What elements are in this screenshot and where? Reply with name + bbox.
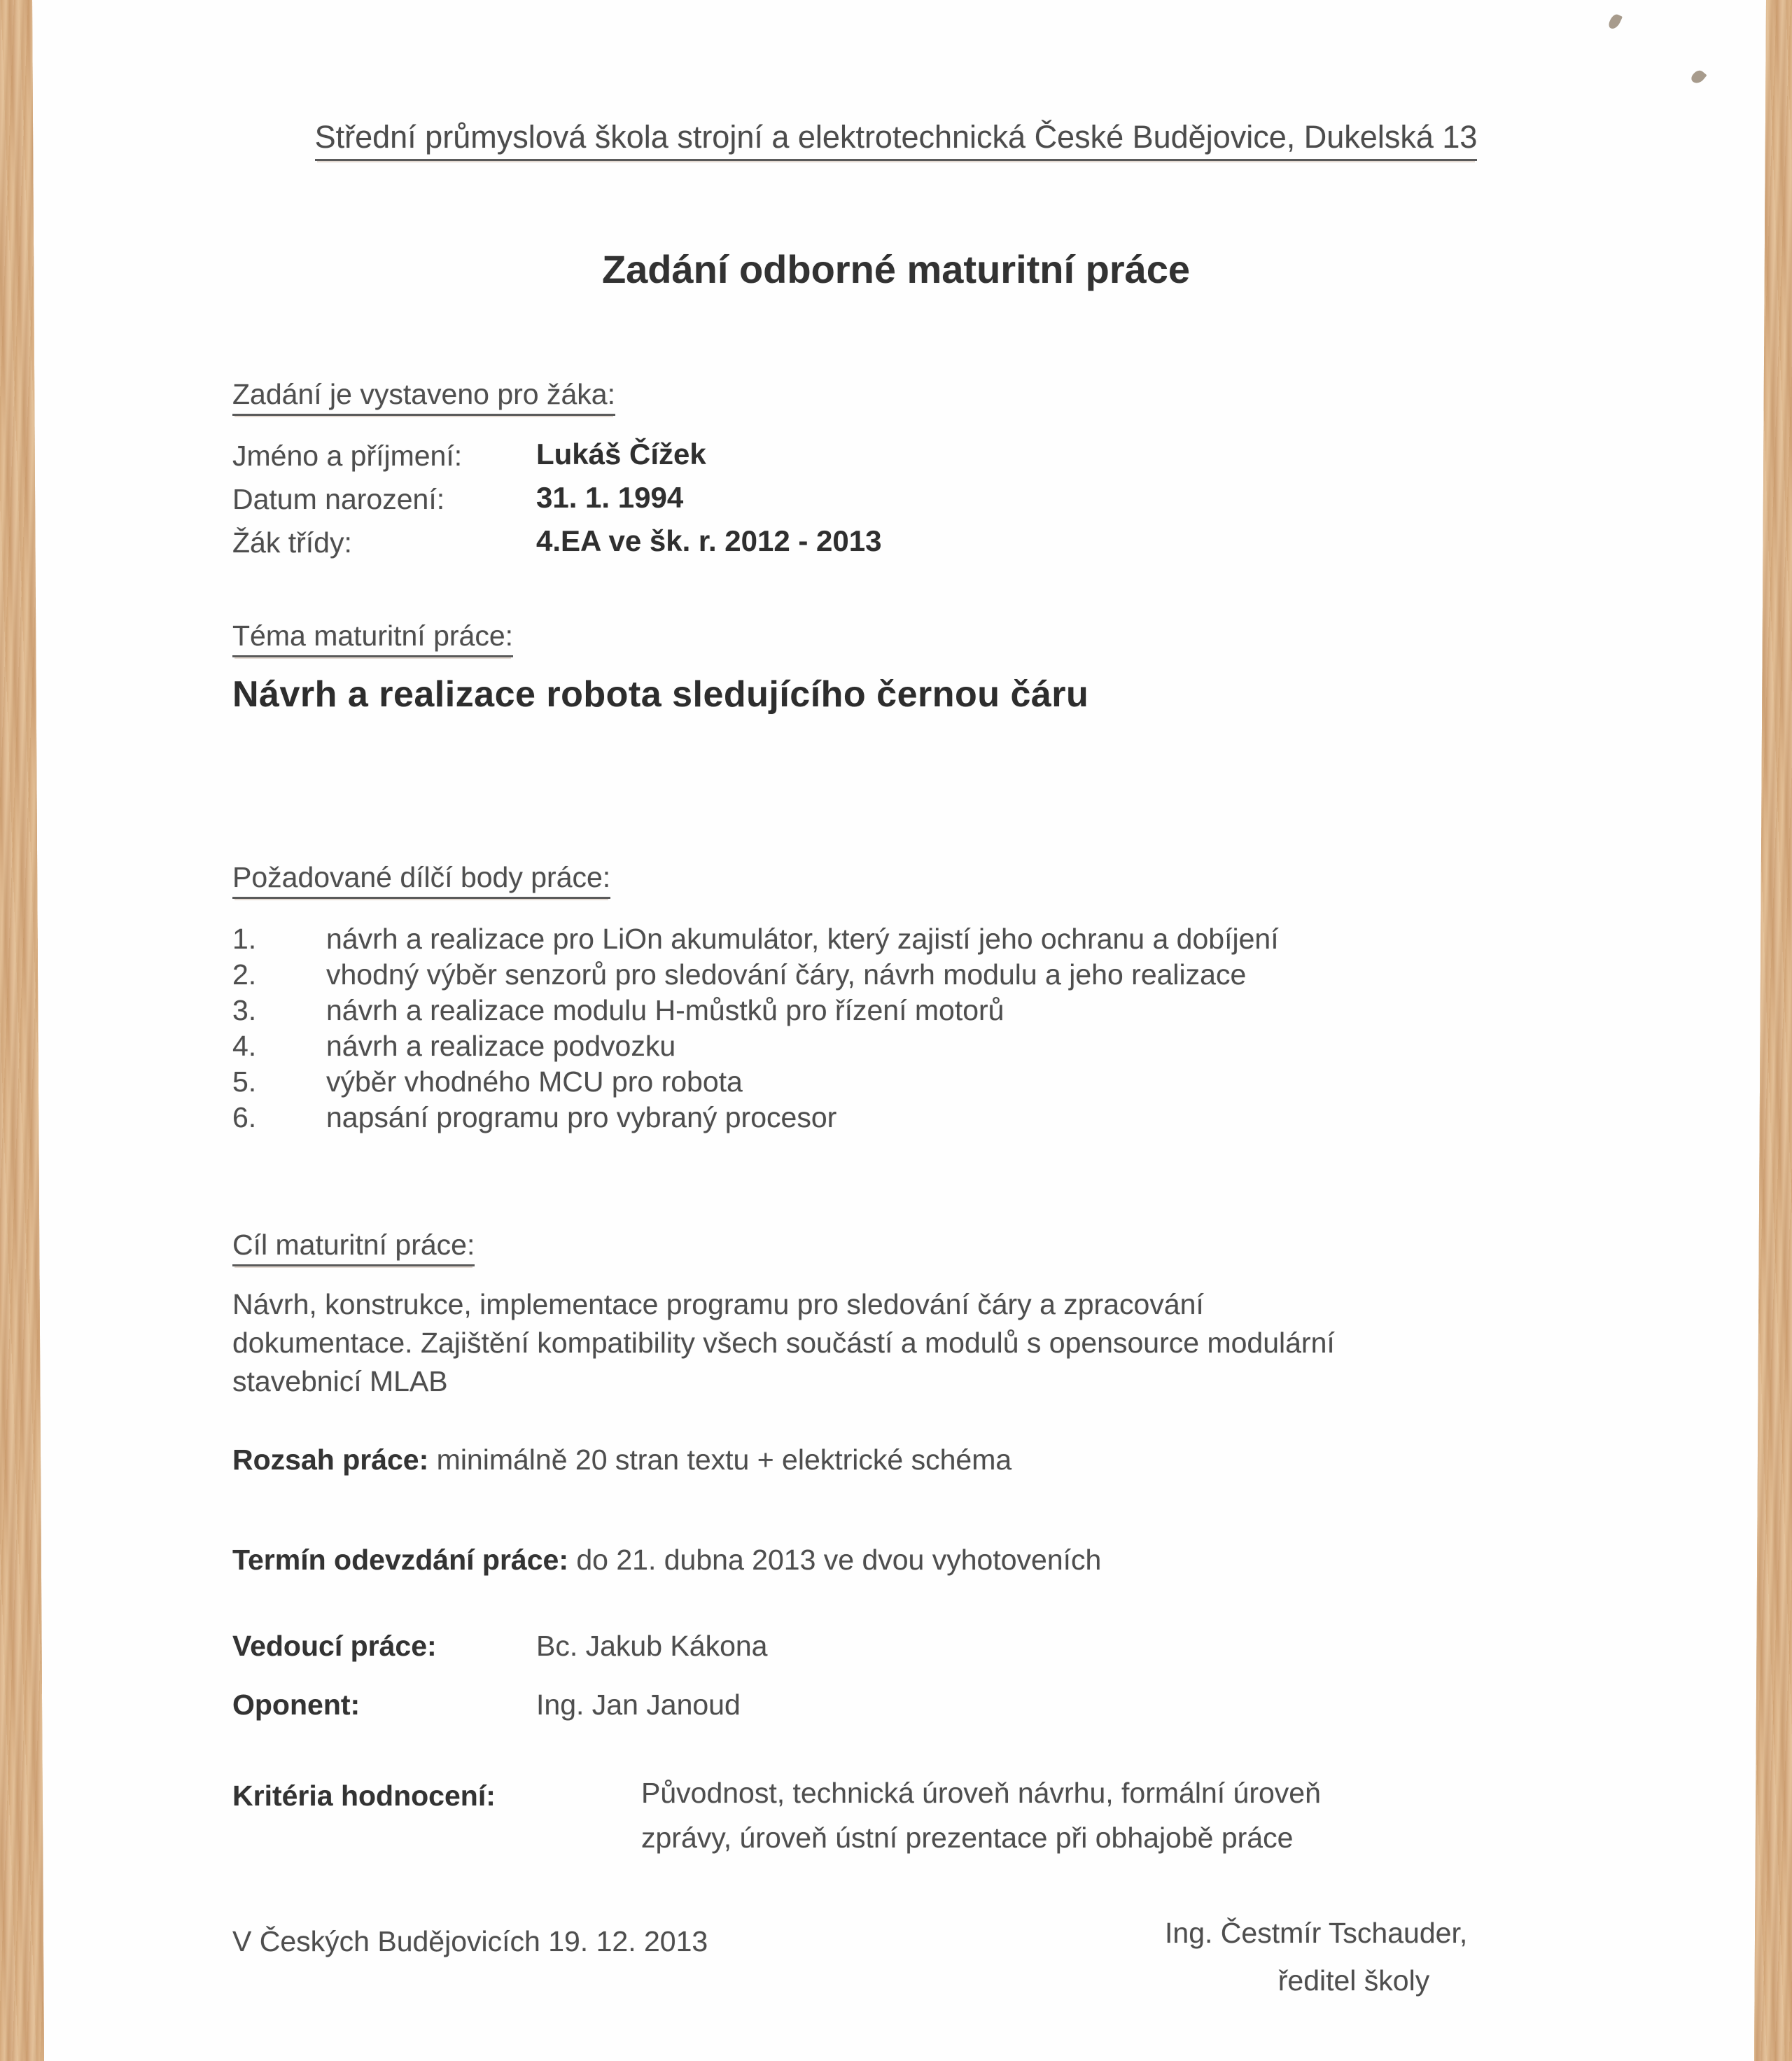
list-item-text: návrh a realizace podvozku — [326, 1030, 676, 1062]
footer-place-date: V Českých Budějovicích 19. 12. 2013 — [232, 1925, 708, 1957]
list-item-text: výběr vhodného MCU pro robota — [326, 1066, 743, 1098]
list-item-text: návrh a realizace modulu H-můstků pro řízení motorů — [326, 994, 1004, 1026]
document-title: Zadání odborné maturitní práce — [601, 247, 1191, 291]
list-item-number: 1. — [232, 923, 257, 955]
list-item-number: 4. — [232, 1030, 257, 1062]
list-item-number: 2. — [232, 958, 257, 991]
field-value-name: Lukáš Čížek — [536, 438, 706, 470]
goal-section-heading: Cíl maturitní práce: — [232, 1229, 475, 1262]
field-value-birthdate: 31. 1. 1994 — [536, 481, 684, 514]
deadline-row — [232, 1544, 1101, 1577]
signature-name: Ing. Čestmír Tschauder, — [1165, 1917, 1468, 1949]
topic-section-heading: Téma maturitní práce: — [232, 620, 513, 652]
deadline-value: do 21. dubna 2013 ve dvou vyhotoveních — [576, 1544, 1102, 1576]
list-item-number: 3. — [232, 994, 257, 1026]
supervisor-value: Bc. Jakub Kákona — [536, 1630, 768, 1662]
supervisor-label: Vedoucí práce: — [232, 1630, 437, 1662]
opponent-value: Ing. Jan Janoud — [536, 1689, 741, 1721]
scope-label: Rozsah práce: — [232, 1444, 429, 1476]
thesis-topic-title: Návrh a realizace robota sledujícího černou čáru — [232, 674, 1089, 715]
school-header-text: Střední průmyslová škola strojní a elektrotechnická České Budějovice, Dukelská 13 — [315, 119, 1478, 161]
goal-text-line: dokumentace. Zajištění kompatibility všech součástí a modulů s opensource modulární — [232, 1327, 1335, 1359]
list-item-text: návrh a realizace pro LiOn akumulátor, který zajistí jeho ochranu a dobíjení — [326, 923, 1279, 955]
list-item-number: 5. — [232, 1066, 257, 1098]
field-label-class: Žák třídy: — [232, 526, 352, 559]
field-value-class: 4.EA ve šk. r. 2012 - 2013 — [536, 524, 882, 557]
deadline-label: Termín odevzdání práce: — [232, 1544, 568, 1576]
list-item-text: vhodný výběr senzorů pro sledování čáry, návrh modulu a jeho realizace — [326, 958, 1247, 991]
list-item-text: napsání programu pro vybraný procesor — [326, 1101, 837, 1133]
scope-row — [232, 1444, 1011, 1476]
list-item-number: 6. — [232, 1101, 257, 1133]
criteria-value-line: Původnost, technická úroveň návrhu, formální úroveň — [641, 1777, 1321, 1809]
student-section-heading: Zadání je vystaveno pro žáka: — [232, 378, 615, 411]
requirements-section-heading: Požadované dílčí body práce: — [232, 861, 610, 894]
goal-text-line: Návrh, konstrukce, implementace programu pro sledování čáry a zpracování — [232, 1288, 1204, 1320]
signature-role: ředitel školy — [1278, 1964, 1430, 1997]
criteria-label: Kritéria hodnocení: — [232, 1780, 496, 1812]
field-label-name: Jméno a příjmení: — [232, 440, 463, 472]
field-label-birthdate: Datum narození: — [232, 483, 445, 515]
opponent-label: Oponent: — [232, 1689, 360, 1721]
school-header — [46, 119, 1746, 161]
criteria-value-line: zprávy, úroveň ústní prezentace při obhajobě práce — [641, 1822, 1294, 1854]
goal-text-line: stavebnicí MLAB — [232, 1365, 448, 1397]
scope-value: minimálně 20 stran textu + elektrické schéma — [436, 1444, 1012, 1476]
